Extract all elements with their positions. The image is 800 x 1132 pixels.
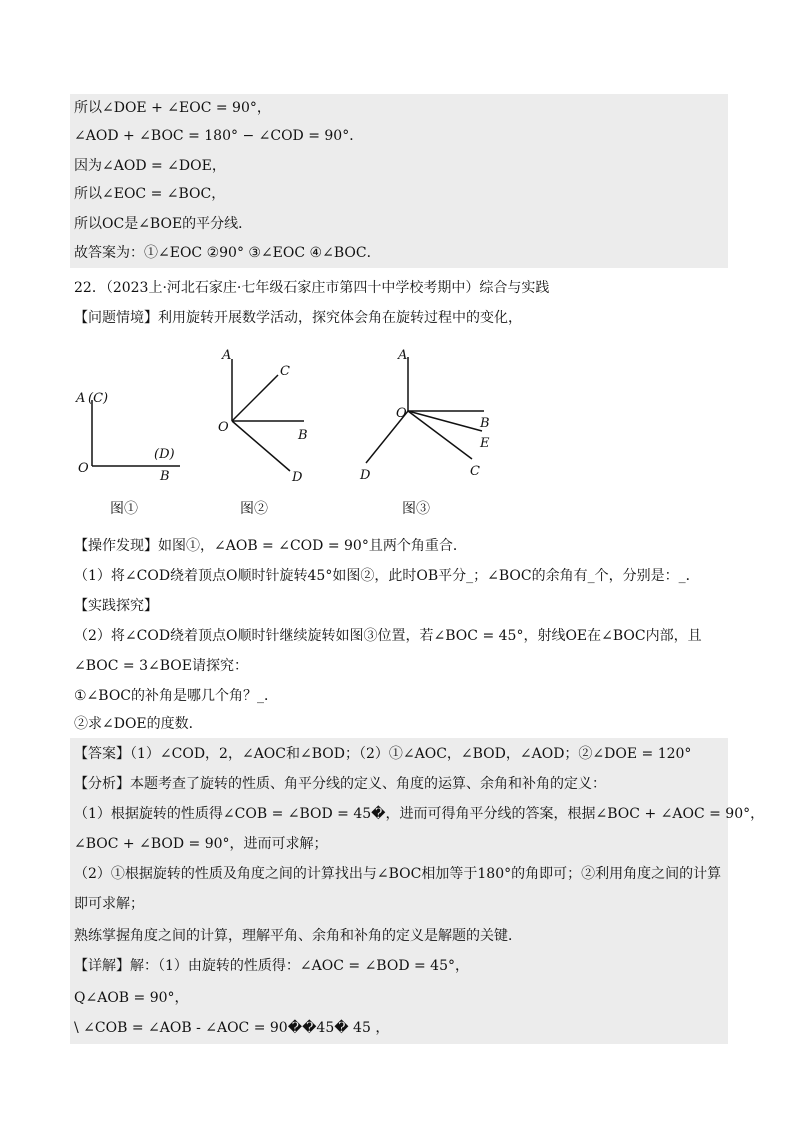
highlight-band-top	[70, 94, 728, 268]
fig1-label-a: A	[76, 391, 86, 406]
figure-1	[72, 380, 202, 510]
fig2-label-a: A	[222, 348, 232, 363]
fig3-label-a: A	[398, 348, 408, 363]
problem-line: ∠BOC = 3∠BOE请探究：	[74, 658, 248, 674]
text-line: 所以∠EOC = ∠BOC，	[74, 186, 226, 202]
fig3-label-b: B	[480, 416, 490, 431]
fig3-label-o: O	[396, 406, 407, 421]
fig3-label-c: C	[470, 464, 480, 479]
problem-line: ②求∠DOE的度数．	[74, 716, 203, 732]
text-line: 所以∠DOE + ∠EOC = 90°，	[74, 100, 271, 116]
problem-header: 22．（2023上·河北石家庄·七年级石家庄市第四十中学校考期中）综合与实践	[74, 280, 550, 296]
problem-line: 【实践探究】	[74, 598, 158, 614]
analysis-line: ∠BOC + ∠BOD = 90°，进而可求解；	[74, 836, 328, 852]
analysis-line: 【分析】本题考查了旋转的性质、角平分线的定义、角度的运算、余角和补角的定义：	[74, 776, 606, 792]
fig2-label-b: B	[298, 428, 308, 443]
problem-line: 【操作发现】如图①，∠AOB = ∠COD = 90°且两个角重合．	[74, 538, 467, 554]
fig1-label-o: O	[78, 461, 89, 476]
problem-line: （1）将∠COD绕着顶点O顺时针旋转45°如图②，此时OB平分_；∠BOC的余角有_个，分别是：_．	[74, 568, 700, 584]
text-line: 因为∠AOD = ∠DOE，	[74, 158, 226, 174]
detail-line: Q∠AOB = 90°，	[74, 990, 189, 1006]
analysis-line: （2）①根据旋转的性质及角度之间的计算找出与∠BOC相加等于180°的角即可；②利用角度之间的计算	[74, 866, 722, 882]
detail-line: \ ∠COB = ∠AOB - ∠AOC = 90��45� 45 ，	[74, 1020, 390, 1036]
figure-1-caption: 图①	[110, 501, 138, 517]
analysis-line: （1）根据旋转的性质得∠COB = ∠BOD = 45�，进而可得角平分线的答案，根据∠BOC + ∠AOC = 90°，	[74, 806, 765, 822]
problem-situation: 【问题情境】利用旋转开展数学活动，探究体会角在旋转过程中的变化，	[74, 310, 522, 326]
fig1-label-b: B	[160, 469, 170, 484]
fig2-label-d: D	[292, 470, 303, 485]
figure-3-caption: 图③	[402, 501, 430, 517]
text-line: 故答案为：①∠EOC ②90° ③∠EOC ④∠BOC．	[74, 245, 381, 261]
analysis-line: 熟练掌握角度之间的计算，理解平角、余角和补角的定义是解题的关键．	[74, 928, 522, 944]
fig3-label-d: D	[360, 468, 371, 483]
fig1-label-c: (C)	[88, 391, 109, 406]
figure-2	[212, 345, 322, 485]
fig2-label-o: O	[218, 420, 229, 435]
text-line: ∠AOD + ∠BOC = 180° − ∠COD = 90°．	[74, 128, 364, 144]
fig3-label-e: E	[480, 436, 490, 451]
fig2-label-c: C	[280, 364, 290, 379]
detail-line: 【详解】解：（1）由旋转的性质得：∠AOC = ∠BOD = 45°，	[74, 958, 469, 974]
figure-2-caption: 图②	[240, 501, 268, 517]
analysis-line: 即可求解；	[74, 896, 144, 912]
fig1-label-d: (D)	[154, 447, 175, 462]
text-line: 所以OC是∠BOE的平分线．	[74, 216, 253, 232]
figure-3	[352, 345, 502, 485]
problem-line: （2）将∠COD绕着顶点O顺时针继续旋转如图③位置，若∠BOC = 45°，射线OE在∠BOC内部，且	[74, 628, 702, 644]
problem-line: ①∠BOC的补角是哪几个角？_．	[74, 688, 279, 704]
answer-line: 【答案】（1）∠COD，2，∠AOC和∠BOD；（2）①∠AOC，∠BOD，∠AOD；②∠DOE = 120°	[74, 746, 692, 762]
